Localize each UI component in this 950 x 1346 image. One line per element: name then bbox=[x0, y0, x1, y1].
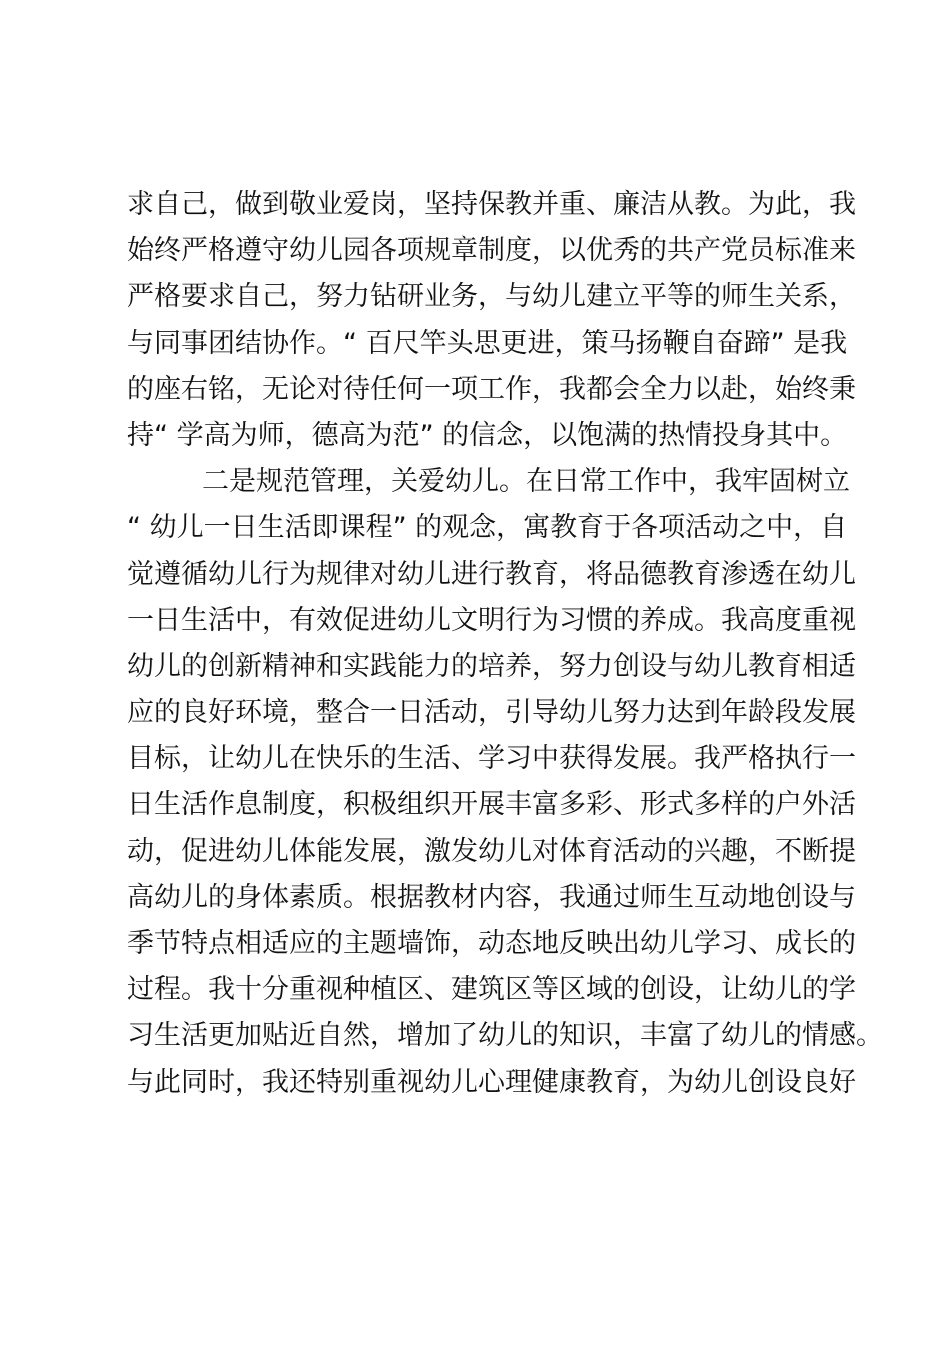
text-line: 应的良好环境，整合一日活动，引导幼儿努力达到年龄段发展 bbox=[127, 697, 856, 729]
body-text bbox=[127, 182, 883, 1106]
text-line: 严格要求自己，努力钻研业务，与幼儿建立平等的师生关系， bbox=[127, 281, 856, 313]
text-line: 求自己，做到敬业爱岗，坚持保教并重、廉洁从教。为此，我 bbox=[127, 189, 856, 220]
text-line: 日生活作息制度，积极组织开展丰富多彩、形式多样的户外活 bbox=[127, 789, 856, 821]
text-line: 习生活更加贴近自然，增加了幼儿的知识，丰富了幼儿的情感。 bbox=[127, 1020, 883, 1052]
text-line: 始终严格遵守幼儿园各项规章制度，以优秀的共产党员标准来 bbox=[127, 235, 856, 267]
text-line: 觉遵循幼儿行为规律对幼儿进行教育，将品德教育渗透在幼儿 bbox=[127, 558, 856, 590]
text-line: 高幼儿的身体素质。根据教材内容，我通过师生互动地创设与 bbox=[127, 881, 856, 913]
paragraph-start-line: 二是规范管理，关爱幼儿。在日常工作中，我牢固树立 bbox=[202, 466, 850, 498]
text-line: 与此同时，我还特别重视幼儿心理健康教育，为幼儿创设良好 bbox=[127, 1066, 856, 1098]
text-line: 的座右铭，无论对待任何一项工作，我都会全力以赴，始终秉 bbox=[127, 373, 856, 405]
text-line: 幼儿的创新精神和实践能力的培养，努力创设与幼儿教育相适 bbox=[127, 650, 856, 682]
text-line: 动，促进幼儿体能发展，激发幼儿对体育活动的兴趣，不断提 bbox=[127, 835, 856, 867]
text-line: 持“ 学高为师，德高为范” 的信念，以饱满的热情投身其中。 bbox=[127, 419, 848, 451]
text-line: 一日生活中，有效促进幼儿文明行为习惯的养成。我高度重视 bbox=[127, 604, 856, 636]
text-line: 与同事团结协作。“ 百尺竿头思更进，策马扬鞭自奋蹄” 是我 bbox=[127, 327, 848, 359]
text-line: 季节特点相适应的主题墙饰，动态地反映出幼儿学习、成长的 bbox=[127, 928, 856, 959]
text-line: 目标，让幼儿在快乐的生活、学习中获得发展。我严格执行一 bbox=[127, 743, 856, 775]
text-line: “ 幼儿一日生活即课程” 的观念，寓教育于各项活动之中，自 bbox=[127, 512, 848, 544]
text-line: 过程。我十分重视种植区、建筑区等区域的创设，让幼儿的学 bbox=[127, 974, 856, 1006]
